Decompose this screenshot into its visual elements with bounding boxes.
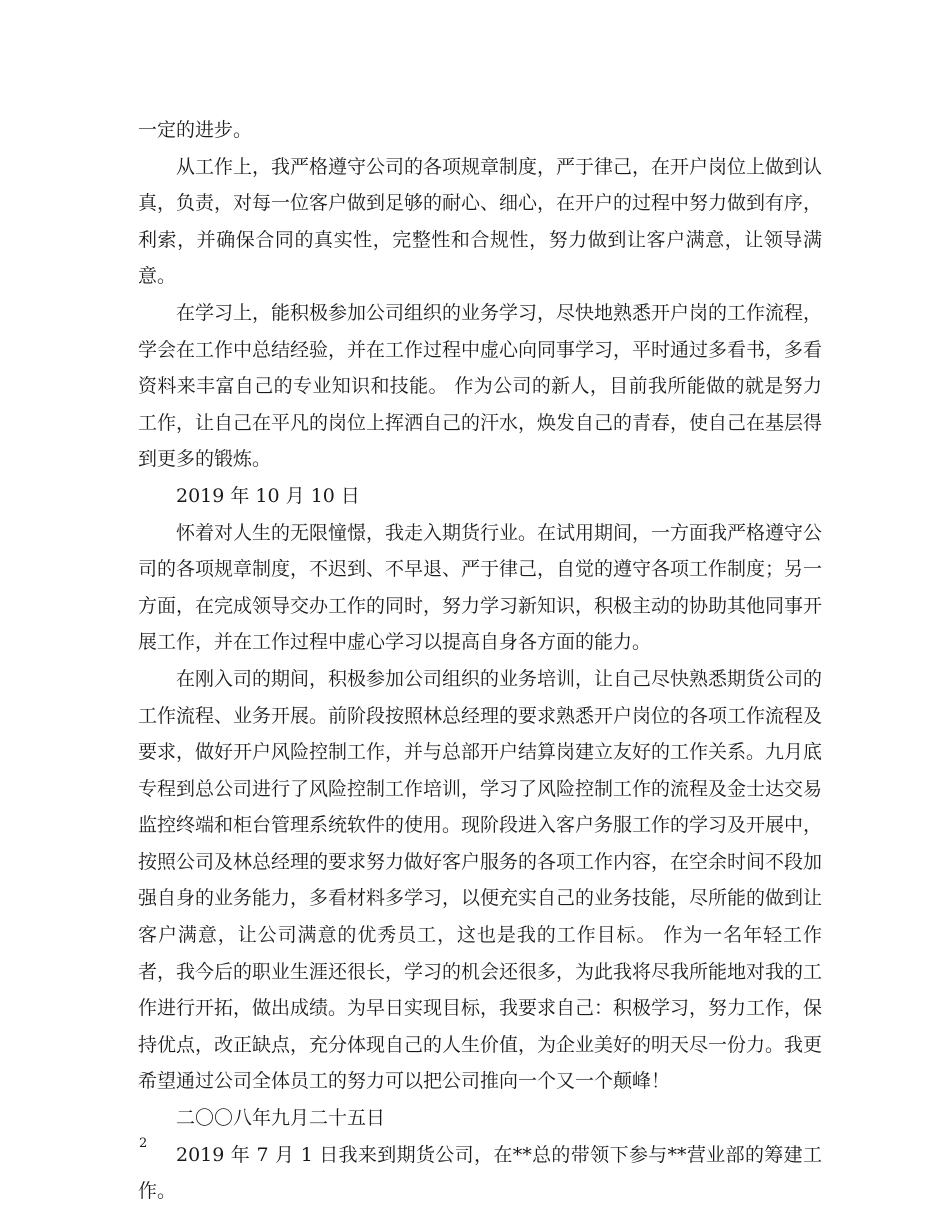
page-number: 2 bbox=[139, 1136, 148, 1151]
paragraph-training: 在刚入司的期间，积极参加公司组织的业务培训，让自己尽快熟悉期货公司的工作流程、业务开展。前阶段按照林总经理的要求熟悉开户岗位的各项工作流程及要求，做好开户风险控制工作，并与总部开户结算岗建立友好的工作关系。九月底专程到总公司进行了风险控制工作培训，学习了风险控制工作的流程及金士达交易监控终端和柜台管理系统软件的使用。现阶段进入客户务服工作的学习及开展中，按照公司及林总经理的要求努力做好客户服务的各项工作内容，在空余时间不段加强自身的业务能力，多看材料多学习，以便充实自己的业务技能，尽所能的做到让客户满意，让公司满意的优秀员工，这也是我的工作目标。 作为一名年轻工作者，我今后的职业生涯还很长，学习的机会还很多，为此我将尽我所能地对我的工作进行开拓，做出成绩。为早日实现目标，我要求自己：积极学习，努力工作，保持优点，改正缺点，充分体现自己的人生价值，为企业美好的明天尽一份力。我更希望通过公司全体员工的努力可以把公司推向一个又一个颠峰！ bbox=[138, 667, 823, 1093]
document-body bbox=[138, 112, 822, 1210]
paragraph-continuation: 一定的进步。 bbox=[138, 119, 253, 141]
paragraph-date-2: 二〇〇八年九月二十五日 bbox=[176, 1107, 386, 1130]
paragraph-futures-intro: 怀着对人生的无限憧憬，我走入期货行业。在试用期间，一方面我严格遵守公司的各项规章制度，不迟到、不早退、严于律己，自觉的遵守各项工作制度；另一方面，在完成领导交办工作的同时，努力学习新知识，积极主动的协助其他同事开展工作，并在工作过程中虚心学习以提高自身各方面的能力。 bbox=[138, 521, 823, 654]
paragraph-work: 从工作上，我严格遵守公司的各项规章制度，严于律己，在开户岗位上做到认真，负责，对每一位客户做到足够的耐心、细心，在开户的过程中努力做到有序，利索，并确保合同的真实性，完整性和合规性，努力做到让客户满意，让领导满意。 bbox=[138, 155, 823, 288]
paragraph-start: 2019 年 7 月 1 日我来到期货公司，在**总的带领下参与**营业部的筹建工作。 bbox=[138, 1143, 822, 1203]
paragraph-study: 在学习上，能积极参加公司组织的业务学习，尽快地熟悉开户岗的工作流程，学会在工作中总结经验，并在工作过程中虚心向同事学习，平时通过多看书，多看资料来丰富自己的专业知识和技能。 作为公司的新人，目前我所能做的就是努力工作，让自己在平凡的岗位上挥洒自己的汗水，焕发自己的青春，使自己在基层得到更多的锻炼。 bbox=[138, 301, 823, 471]
paragraph-date-1: 2019 年 10 月 10 日 bbox=[176, 484, 360, 507]
